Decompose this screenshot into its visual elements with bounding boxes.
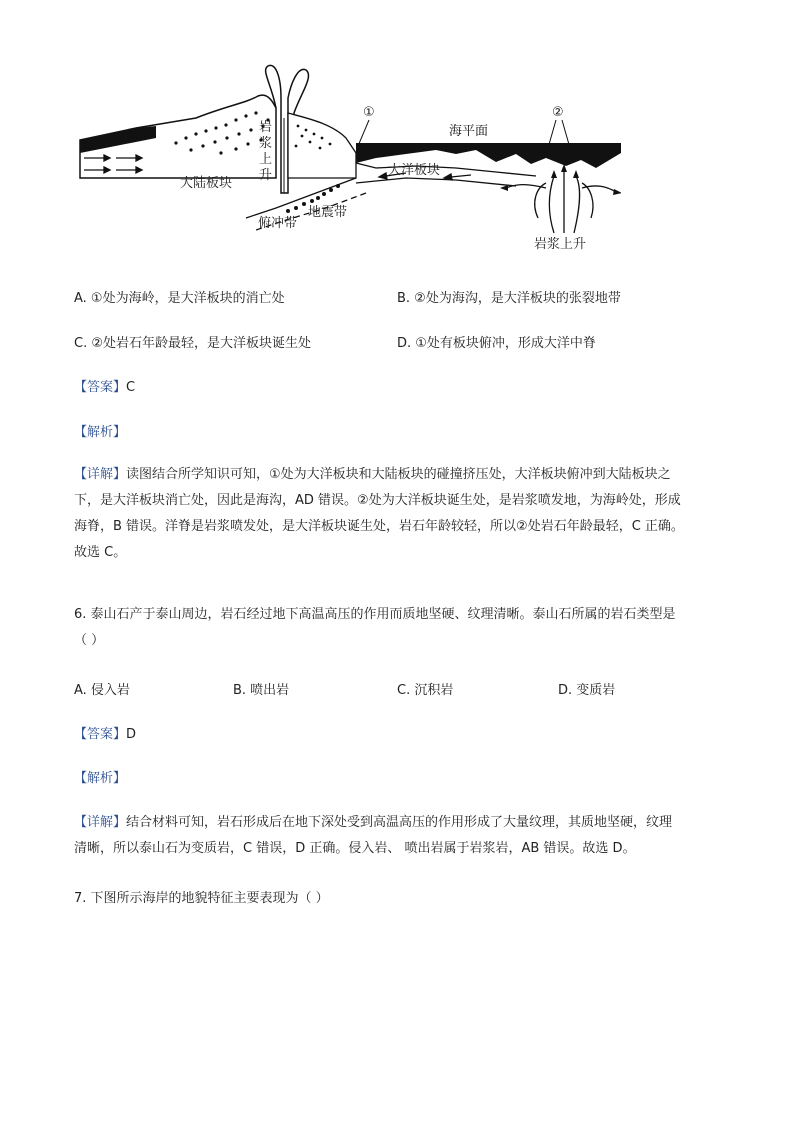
q5-detail-tag: 【详解】 [74,467,127,482]
q6-answer-value: D [126,727,137,742]
q5-answer-tag: 【答案】 [74,380,127,395]
pointer-1 [358,120,369,146]
q5-option-c: C. ②处岩石年龄最轻，是大洋板块诞生处 [74,336,311,351]
q6-detail [74,810,724,862]
q5-answer [74,379,135,397]
q6-detail-tag: 【详解】 [74,815,127,830]
label-sea-level: 海平面 [449,124,489,139]
q5-analysis-tag: 【解析】 [74,425,127,440]
q5-detail-line-4: 故选 C。 [74,545,127,560]
q5-analysis-heading [74,424,126,442]
label-circle-1: ① [363,105,375,120]
label-seismic-zone: 地震带 [308,205,348,220]
label-oceanic-plate: 大洋板块 [388,163,441,178]
q5-option-d: D. ①处有板块俯冲，形成大洋中脊 [397,336,596,351]
q6-stem [74,602,724,654]
label-circle-2: ② [552,105,564,120]
upwelling-arrows [506,170,616,233]
q5-detail-line-2: 下，是大洋板块消亡处，因此是海沟，AD 错误。②处为大洋板块诞生处，是岩浆喷发地，为海岭处，形成 [74,493,681,508]
q5-detail [74,462,724,566]
q6-analysis-heading [74,770,126,788]
q5-detail-line-3: 海脊，B 错误。洋脊是岩浆喷发处，是大洋板块诞生处，岩石年龄较轻，所以②处岩石年龄最轻，C 正确。 [74,519,684,534]
q5-detail-line-1: 【详解】读图结合所学知识可知，①处为大洋板块和大陆板块的碰撞挤压处，大洋板块俯冲到大陆板块之 [74,467,671,482]
label-magma-rise-bottom: 岩浆上升 [534,237,587,252]
q6-option-b: B. 喷出岩 [233,683,290,698]
label-subduction-zone: 俯冲带 [258,216,298,231]
q5-option-a: A. ①处为海岭，是大洋板块的消亡处 [74,291,285,306]
upwelling-arrowheads [500,164,621,195]
q6-option-a: A. 侵入岩 [74,683,130,698]
q6-option-d: D. 变质岩 [558,683,616,698]
plate-diagram-svg [76,58,621,258]
q6-detail-line-1: 【详解】结合材料可知，岩石形成后在地下深处受到高温高压的作用形成了大量纹理，其质地坚硬，纹理 [74,815,673,830]
q6-stem-line-2: （ ） [74,633,105,648]
plate-diagram [76,58,621,258]
q6-answer-tag: 【答案】 [74,727,127,742]
q6-option-c: C. 沉积岩 [397,683,454,698]
q7-stem: 7. 下图所示海岸的地貌特征主要表现为（ ） [74,891,329,906]
q5-option-b: B. ②处为海沟，是大洋板块的张裂地带 [397,291,621,306]
q6-analysis-tag: 【解析】 [74,771,127,786]
q6-detail-line-2: 清晰，所以泰山石为变质岩，C 错误，D 正确。侵入岩、 喷出岩属于岩浆岩，AB 错误。故选 D。 [74,841,636,856]
q5-answer-value: C [126,380,136,395]
q6-stem-line-1: 6. 泰山石产于泰山周边，岩石经过地下高温高压的作用而质地坚硬、纹理清晰。泰山石所属的岩石类型是 [74,607,676,622]
label-continental-plate: 大陆板块 [180,176,233,191]
q6-answer [74,726,136,744]
wedge-shape [288,113,356,178]
label-magma-rise-vertical: 岩浆上升 [259,120,273,183]
